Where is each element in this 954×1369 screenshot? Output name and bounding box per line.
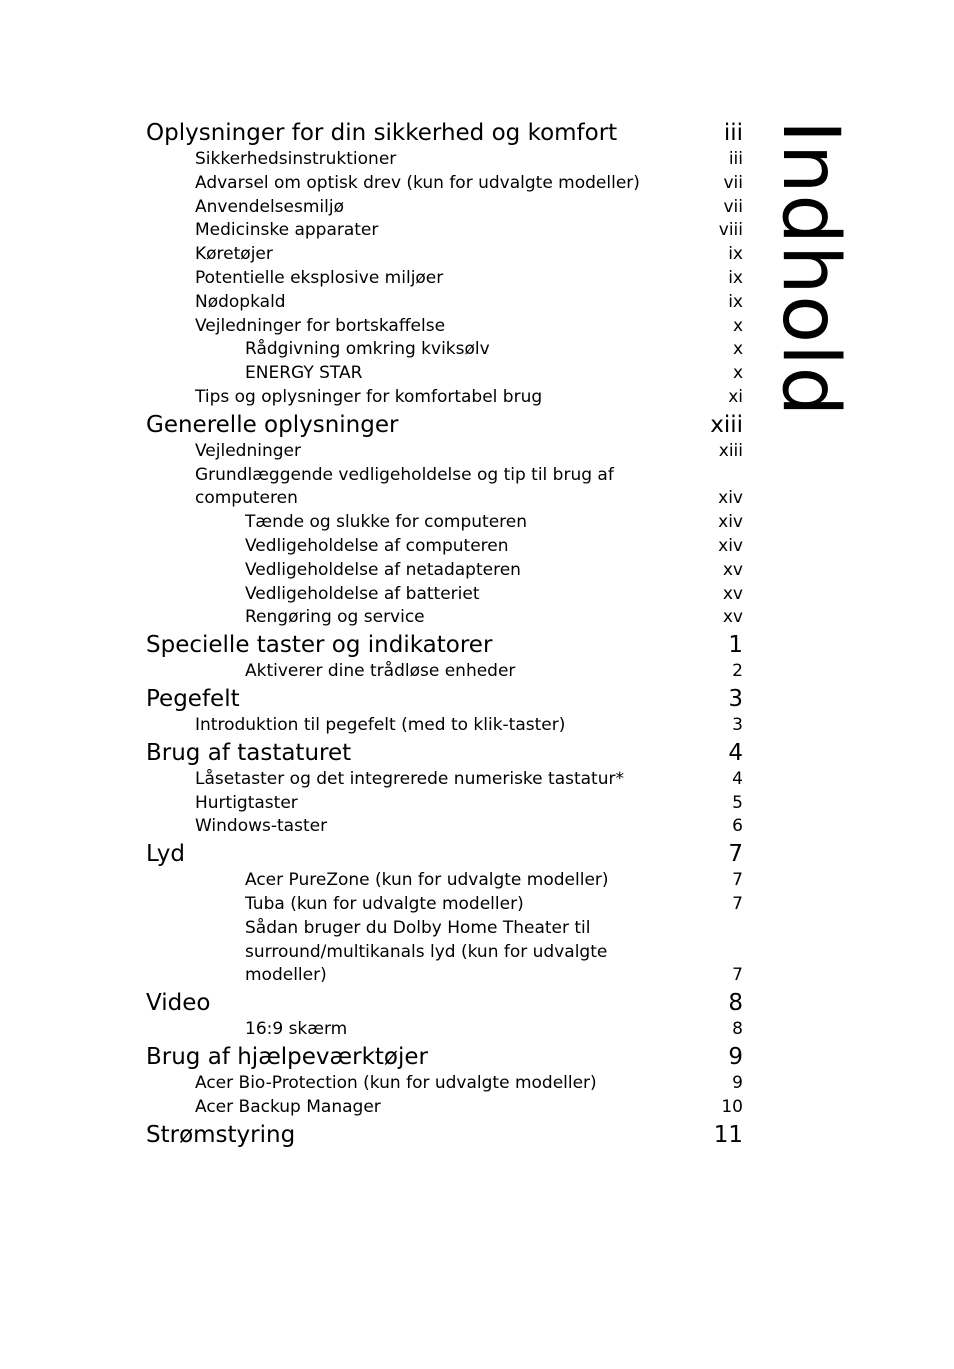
toc-entry-title: Anvendelsesmiljø bbox=[195, 196, 344, 217]
toc-entry-title: Vedligeholdelse af computeren bbox=[245, 535, 509, 556]
page-title: Indhold bbox=[765, 120, 855, 418]
toc-entry-page-number: 9 bbox=[732, 1072, 743, 1093]
toc-entry-page-number: x bbox=[732, 363, 743, 384]
toc-entry-page-number: 7 bbox=[732, 870, 743, 891]
toc-entry-title: Køretøjer bbox=[195, 244, 273, 265]
toc-entry-title: ENERGY STAR bbox=[245, 363, 363, 384]
toc-entry-page-number: 10 bbox=[721, 1096, 743, 1117]
toc-entry-title: Tænde og slukke for computeren bbox=[245, 512, 528, 533]
toc-entry-title: Brug af tastaturet bbox=[146, 739, 352, 766]
toc-entry-title: Sikkerhedsinstruktioner bbox=[195, 149, 397, 169]
toc-entry-page-number: x bbox=[732, 339, 743, 360]
toc-chapter-entry[interactable] bbox=[146, 1042, 743, 1072]
toc-chapter-entry[interactable] bbox=[146, 738, 743, 768]
toc-section-entry[interactable] bbox=[146, 267, 743, 291]
toc-entry-page-number: ix bbox=[728, 267, 743, 288]
toc-entry-page-number: xi bbox=[728, 386, 743, 407]
toc-entry-page-number: xiv bbox=[718, 512, 743, 533]
toc-section-entry[interactable] bbox=[146, 1072, 743, 1096]
toc-entry-title: Advarsel om optisk drev (kun for udvalgte modeller) bbox=[195, 172, 640, 193]
toc-entry-title: Nødopkald bbox=[195, 291, 286, 312]
toc-subsection-entry[interactable] bbox=[146, 660, 743, 684]
toc-entry-title: Lyd bbox=[146, 841, 185, 868]
toc-entry-page-number: 6 bbox=[732, 816, 743, 837]
toc-entry-page-number: xv bbox=[722, 583, 743, 604]
toc-entry-title: Rengøring og service bbox=[245, 607, 425, 628]
table-of-contents bbox=[146, 118, 743, 1150]
toc-entry-title: Vejledninger for bortskaffelse bbox=[195, 315, 446, 336]
toc-subsection-entry[interactable] bbox=[146, 511, 743, 535]
toc-subsection-entry[interactable] bbox=[146, 362, 743, 386]
toc-entry-page-number: ix bbox=[728, 244, 743, 265]
toc-chapter-entry[interactable] bbox=[146, 1120, 743, 1150]
toc-entry-title: Hurtigtaster bbox=[195, 792, 298, 813]
toc-entry-title: Potentielle eksplosive miljøer bbox=[195, 267, 444, 288]
toc-entry-page-number: viii bbox=[718, 220, 743, 241]
toc-entry-page-number: 3 bbox=[728, 685, 743, 712]
toc-subsection-entry[interactable] bbox=[146, 535, 743, 559]
toc-entry-title: Windows-taster bbox=[195, 816, 328, 837]
toc-entry-title: Pegefelt bbox=[146, 685, 240, 712]
toc-entry-title: Låsetaster og det integrerede numeriske tastatur* bbox=[195, 768, 624, 789]
toc-entry-title: Generelle oplysninger bbox=[146, 411, 399, 438]
toc-section-entry[interactable] bbox=[146, 386, 743, 410]
toc-entry-page-number: 5 bbox=[732, 792, 743, 813]
toc-entry-page-number: 2 bbox=[732, 661, 743, 682]
toc-chapter-entry[interactable] bbox=[146, 839, 743, 869]
toc-chapter-entry[interactable] bbox=[146, 684, 743, 714]
toc-entry-page-number: vii bbox=[723, 196, 743, 217]
toc-entry-title: Video bbox=[146, 990, 211, 1017]
toc-entry-page-number: 9 bbox=[728, 1043, 743, 1070]
toc-entry-title: Grundlæggende vedligeholdelse og tip til brug af computeren bbox=[195, 464, 614, 509]
toc-entry-title: Aktiverer dine trådløse enheder bbox=[245, 661, 516, 682]
toc-subsection-entry[interactable] bbox=[146, 893, 743, 917]
toc-entry-title: Oplysninger for din sikkerhed og komfort bbox=[146, 120, 618, 146]
toc-entry-title: Strømstyring bbox=[146, 1121, 296, 1148]
toc-subsection-entry[interactable] bbox=[146, 338, 743, 362]
toc-section-entry[interactable] bbox=[146, 792, 743, 816]
toc-section-entry[interactable] bbox=[146, 815, 743, 839]
toc-section-entry[interactable] bbox=[146, 196, 743, 220]
toc-chapter-entry[interactable] bbox=[146, 410, 743, 440]
toc-entry-page-number: 8 bbox=[728, 990, 743, 1017]
toc-entry-title: Specielle taster og indikatorer bbox=[146, 632, 493, 659]
toc-entry-title: Medicinske apparater bbox=[195, 220, 379, 241]
toc-section-entry[interactable] bbox=[146, 1096, 743, 1120]
toc-subsection-entry[interactable] bbox=[146, 917, 743, 988]
toc-entry-page-number: 8 bbox=[732, 1019, 743, 1040]
toc-subsection-entry[interactable] bbox=[146, 583, 743, 607]
toc-entry-page-number: 11 bbox=[713, 1121, 743, 1148]
toc-entry-page-number: 1 bbox=[728, 632, 743, 659]
toc-entry-page-number: xiii bbox=[718, 440, 743, 461]
toc-entry-title: Vejledninger bbox=[195, 440, 301, 461]
toc-entry-page-number: xv bbox=[722, 607, 743, 628]
toc-entry-page-number: ix bbox=[728, 291, 743, 312]
toc-entry-page-number: 7 bbox=[732, 893, 743, 914]
toc-entry-title: Sådan bruger du Dolby Home Theater til surround/multikanals lyd (kun for udvalgte modeller) bbox=[245, 917, 608, 986]
toc-section-entry[interactable] bbox=[146, 172, 743, 196]
toc-entry-page-number: 7 bbox=[728, 841, 743, 868]
toc-entry-page-number: iii bbox=[728, 149, 743, 169]
toc-subsection-entry[interactable] bbox=[146, 606, 743, 630]
toc-section-entry[interactable] bbox=[146, 148, 743, 172]
toc-entry-title: Acer PureZone (kun for udvalgte modeller) bbox=[245, 870, 609, 891]
toc-entry-page-number: 3 bbox=[732, 714, 743, 735]
toc-section-entry[interactable] bbox=[146, 291, 743, 315]
toc-chapter-entry[interactable] bbox=[146, 988, 743, 1018]
toc-chapter-entry[interactable] bbox=[146, 118, 743, 148]
toc-section-entry[interactable] bbox=[146, 714, 743, 738]
toc-entry-page-number: 4 bbox=[732, 768, 743, 789]
toc-section-entry[interactable] bbox=[146, 464, 743, 512]
toc-subsection-entry[interactable] bbox=[146, 1018, 743, 1042]
toc-section-entry[interactable] bbox=[146, 440, 743, 464]
toc-subsection-entry[interactable] bbox=[146, 869, 743, 893]
toc-entry-title: Vedligeholdelse af batteriet bbox=[245, 583, 480, 604]
toc-entry-page-number: x bbox=[732, 315, 743, 336]
toc-entry-page-number: xiv bbox=[718, 535, 743, 556]
toc-entry-title: Acer Backup Manager bbox=[195, 1096, 381, 1117]
toc-entry-page-number: vii bbox=[723, 172, 743, 193]
toc-entry-title: Tips og oplysninger for komfortabel brug bbox=[195, 386, 543, 407]
toc-section-entry[interactable] bbox=[146, 219, 743, 243]
toc-subsection-entry[interactable] bbox=[146, 559, 743, 583]
toc-entry-title: Brug af hjælpeværktøjer bbox=[146, 1043, 428, 1070]
toc-entry-title: Tuba (kun for udvalgte modeller) bbox=[245, 893, 524, 914]
toc-section-entry[interactable] bbox=[146, 243, 743, 267]
toc-entry-page-number: 4 bbox=[728, 739, 743, 766]
toc-entry-title: Acer Bio-Protection (kun for udvalgte modeller) bbox=[195, 1072, 597, 1093]
toc-entry-title: Rådgivning omkring kviksølv bbox=[245, 339, 490, 360]
toc-entry-page-number: xiii bbox=[710, 411, 743, 438]
toc-section-entry[interactable] bbox=[146, 315, 743, 339]
toc-entry-title: Vedligeholdelse af netadapteren bbox=[245, 559, 521, 580]
toc-entry-page-number: xiv bbox=[718, 488, 743, 509]
toc-entry-title: Introduktion til pegefelt (med to klik-taster) bbox=[195, 714, 566, 735]
toc-chapter-entry[interactable] bbox=[146, 630, 743, 660]
toc-section-entry[interactable] bbox=[146, 768, 743, 792]
toc-entry-page-number: xv bbox=[722, 559, 743, 580]
toc-entry-page-number: iii bbox=[723, 120, 743, 146]
toc-entry-title: 16:9 skærm bbox=[245, 1019, 348, 1040]
toc-entry-page-number: 7 bbox=[732, 965, 743, 986]
